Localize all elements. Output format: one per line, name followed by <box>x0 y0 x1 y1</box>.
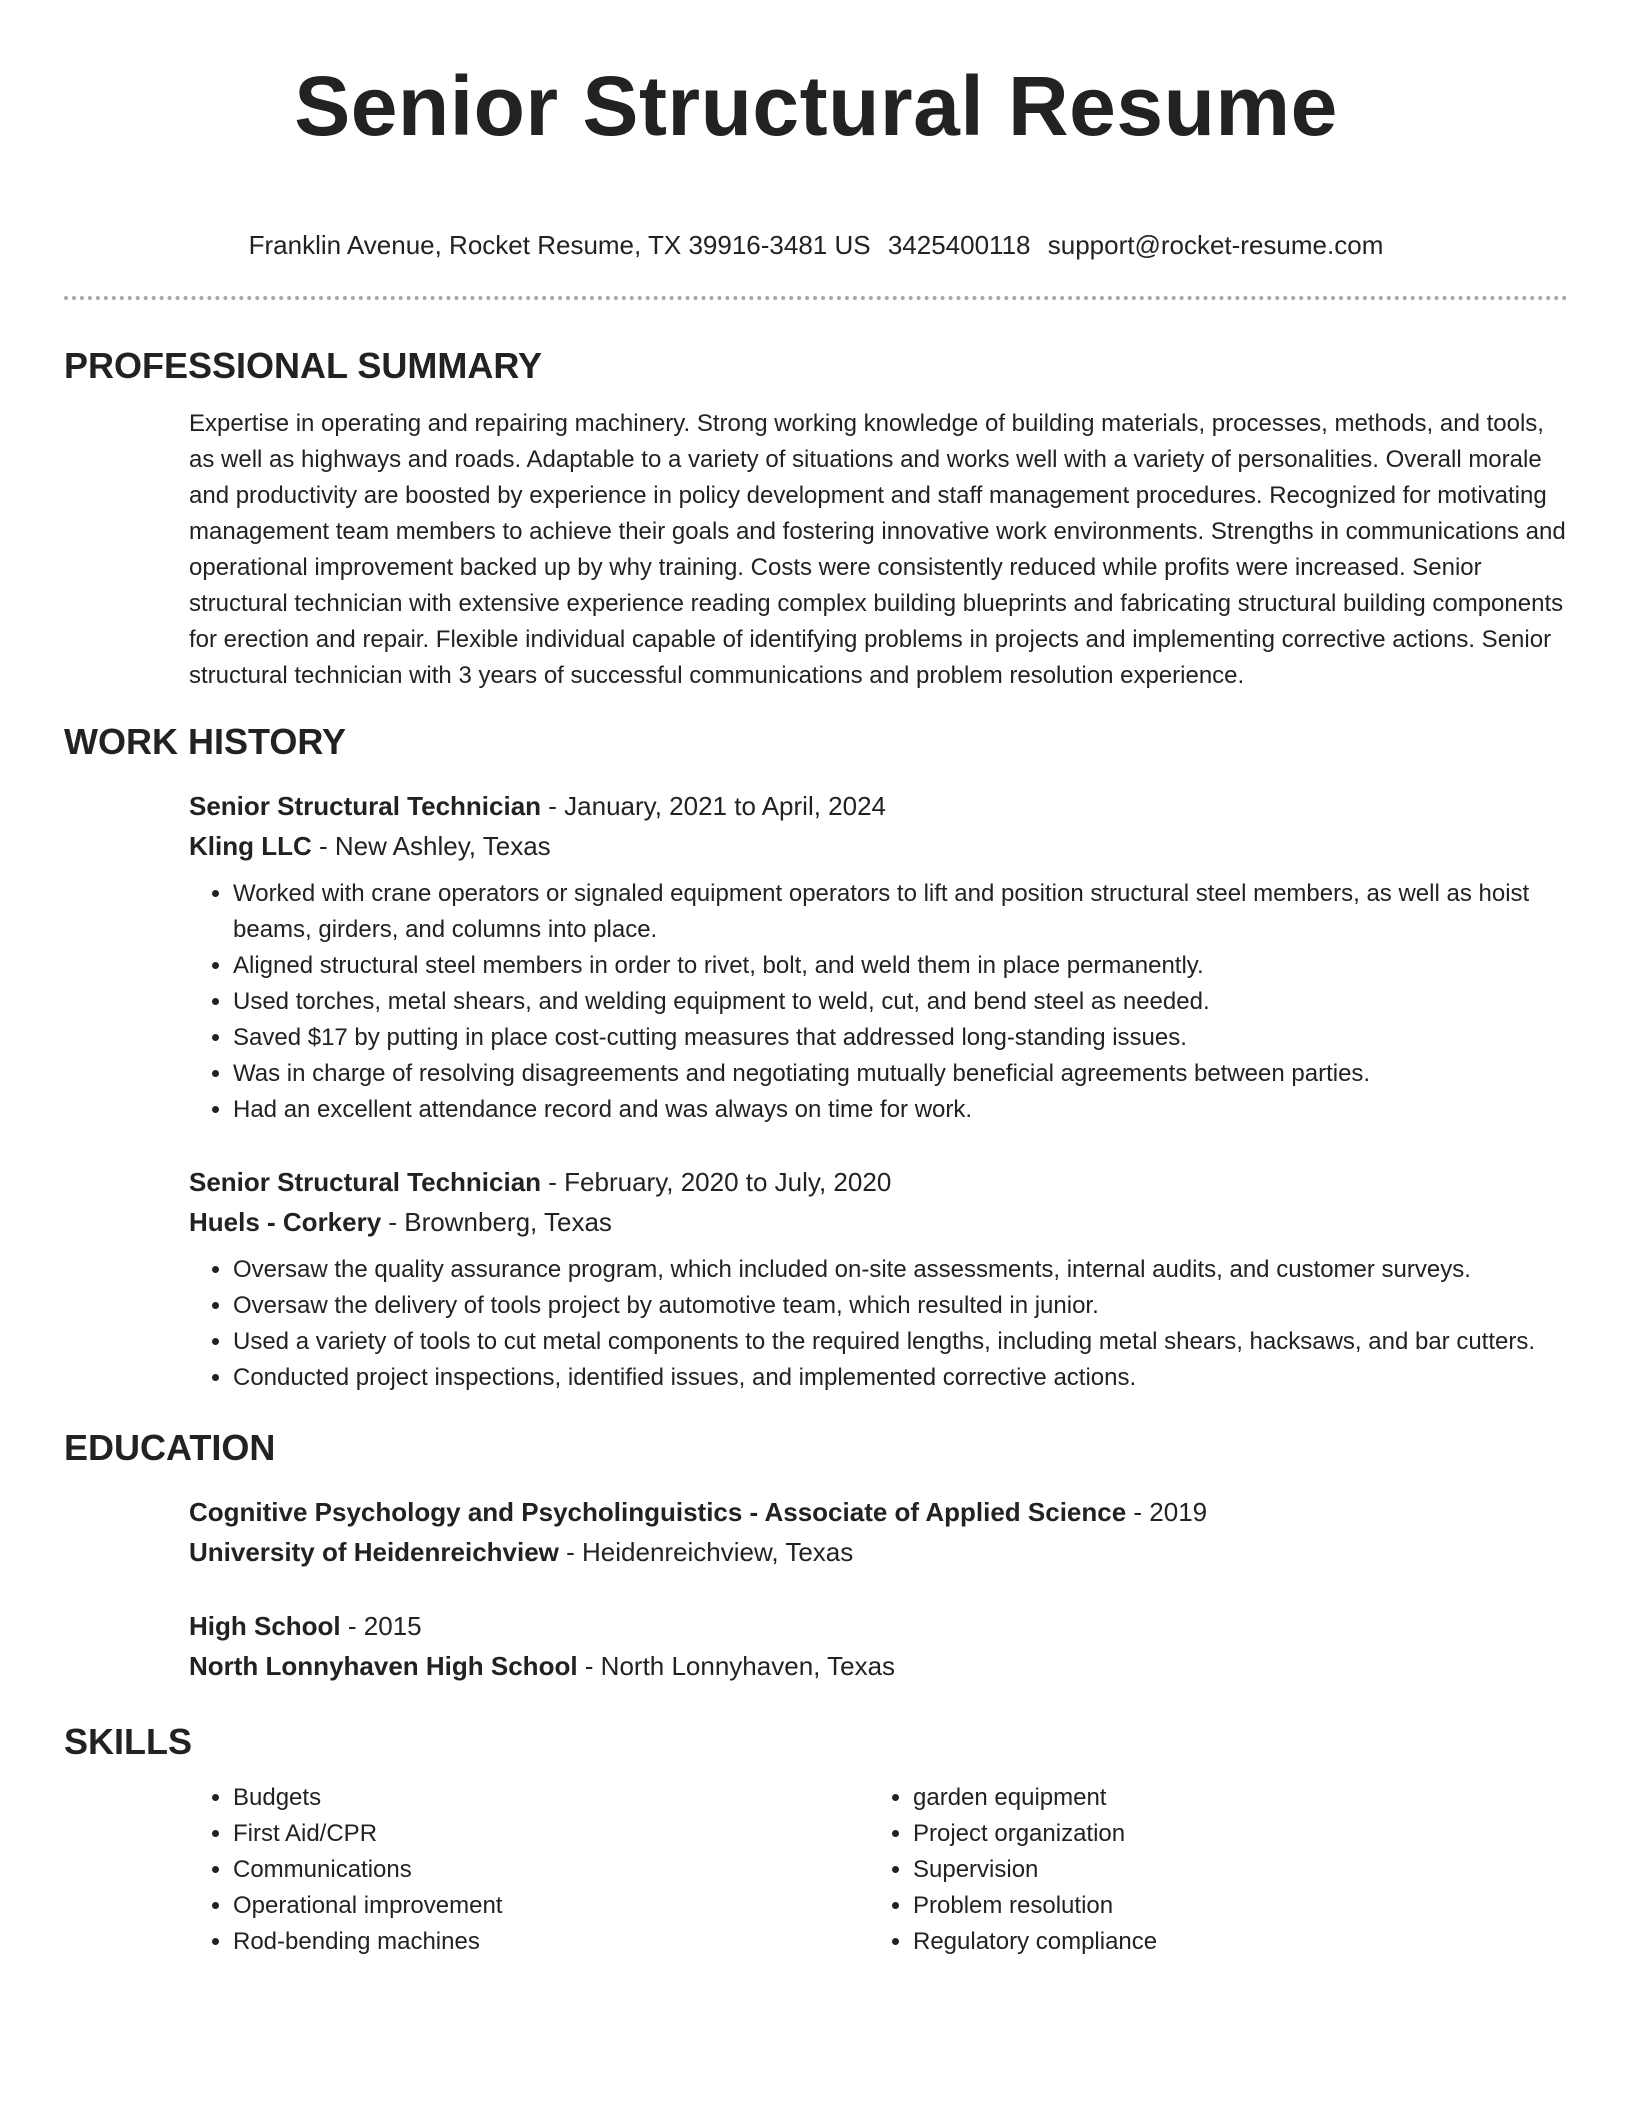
education-degree: High School <box>189 1611 341 1641</box>
skill-item: • Regulatory compliance <box>913 1924 1549 1960</box>
education-section <box>64 1426 1568 1686</box>
job-company: Huels - Corkery <box>189 1207 382 1237</box>
summary-heading: PROFESSIONAL SUMMARY <box>64 345 543 386</box>
job-company-line <box>189 1202 1568 1242</box>
job-bullet: • Aligned structural steel members in order to rivet, bolt, and weld them in place permanently. <box>233 948 1568 984</box>
job-title-line <box>189 786 1568 826</box>
job-company-line <box>189 826 1568 866</box>
resume-title: Senior Structural Resume <box>294 59 1338 153</box>
job-location: - New Ashley, Texas <box>311 831 551 861</box>
skill-item: • Communications <box>233 1852 869 1888</box>
education-location: - North Lonnyhaven, Texas <box>577 1651 896 1681</box>
job-title-line <box>189 1162 1568 1202</box>
skill-item: • Rod-bending machines <box>233 1924 869 1960</box>
skill-item: • garden equipment <box>913 1780 1549 1816</box>
education-year: - 2019 <box>1126 1497 1208 1527</box>
job-bullet: • Saved $17 by putting in place cost-cutting measures that addressed long-standing issues. <box>233 1020 1568 1056</box>
skills-section <box>64 1720 1568 1960</box>
contact-phone: 3425400118 <box>887 230 1031 260</box>
job-entry <box>189 786 1568 1128</box>
skills-column-left <box>189 1780 869 1960</box>
education-year: - 2015 <box>340 1611 422 1641</box>
job-bullet: • Oversaw the delivery of tools project by automotive team, which resulted in junior. <box>233 1288 1568 1324</box>
job-bullet: • Had an excellent attendance record and was always on time for work. <box>233 1092 1568 1128</box>
skill-item: • Problem resolution <box>913 1888 1549 1924</box>
skill-item: • Budgets <box>233 1780 869 1816</box>
job-dates: - February, 2020 to July, 2020 <box>541 1167 892 1197</box>
summary-section <box>64 344 1568 694</box>
job-entry <box>189 1162 1568 1396</box>
job-company: Kling LLC <box>189 831 312 861</box>
education-location: - Heidenreichview, Texas <box>558 1537 854 1567</box>
job-bullet: • Oversaw the quality assurance program, which included on-site assessments, internal audits, and customer surveys. <box>233 1252 1568 1288</box>
contact-line <box>64 228 1568 262</box>
education-degree-line <box>189 1606 1568 1646</box>
education-school: University of Heidenreichview <box>189 1537 559 1567</box>
education-school-line <box>189 1532 1568 1572</box>
skills-grid <box>189 1780 1568 1960</box>
job-title: Senior Structural Technician <box>189 1167 542 1197</box>
job-bullet: • Was in charge of resolving disagreements and negotiating mutually beneficial agreements between parties. <box>233 1056 1568 1092</box>
job-bullet: • Worked with crane operators or signaled equipment operators to lift and position structural steel members, as well as hoist beams, girders, and columns into place. <box>233 876 1568 948</box>
job-bullet: • Used a variety of tools to cut metal components to the required lengths, including metal shears, hacksaws, and bar cutters. <box>233 1324 1568 1360</box>
education-heading: EDUCATION <box>64 1427 276 1468</box>
job-bullets <box>189 876 1568 1128</box>
skills-column-right <box>869 1780 1549 1960</box>
education-degree: Cognitive Psychology and Psycholinguistics - Associate of Applied Science <box>189 1497 1127 1527</box>
work-history-heading: WORK HISTORY <box>64 721 347 762</box>
education-entry <box>189 1492 1568 1572</box>
job-bullet: • Used torches, metal shears, and welding equipment to weld, cut, and bend steel as needed. <box>233 984 1568 1020</box>
job-title: Senior Structural Technician <box>189 791 542 821</box>
education-school: North Lonnyhaven High School <box>189 1651 578 1681</box>
job-bullets <box>189 1252 1568 1396</box>
job-location: - Brownberg, Texas <box>381 1207 612 1237</box>
summary-text: Expertise in operating and repairing machinery. Strong working knowledge of building materials, processes, methods, and tools, as well as highways and roads. Adaptable to a variety of situations and works well with a variety of personalities. Overall morale and productivity are boosted by experience in policy development and staff management procedures. Recognized for motivating management team members to achieve their goals and fostering innovative work environments. Strengths in communications and operational improvement backed up by why training. Costs were consistently reduced while profits were increased. Senior structural technician with extensive experience reading complex building blueprints and fabricating structural building components for erection and repair. Flexible individual capable of identifying problems in projects and implementing corrective actions. Senior structural technician with 3 years of successful communications and problem resolution experience. <box>189 410 1566 689</box>
skill-item: • Supervision <box>913 1852 1549 1888</box>
skill-item: • Project organization <box>913 1816 1549 1852</box>
contact-address: Franklin Avenue, Rocket Resume, TX 39916-3481 US <box>248 230 871 260</box>
job-dates: - January, 2021 to April, 2024 <box>541 791 887 821</box>
education-school-line <box>189 1646 1568 1686</box>
education-entry <box>189 1606 1568 1686</box>
header-divider <box>64 296 1568 300</box>
skill-item: • First Aid/CPR <box>233 1816 869 1852</box>
skills-heading: SKILLS <box>64 1721 193 1762</box>
education-degree-line <box>189 1492 1568 1532</box>
skill-item: • Operational improvement <box>233 1888 869 1924</box>
work-history-section <box>64 720 1568 1396</box>
job-bullet: • Conducted project inspections, identified issues, and implemented corrective actions. <box>233 1360 1568 1396</box>
contact-email: support@rocket-resume.com <box>1047 230 1384 260</box>
